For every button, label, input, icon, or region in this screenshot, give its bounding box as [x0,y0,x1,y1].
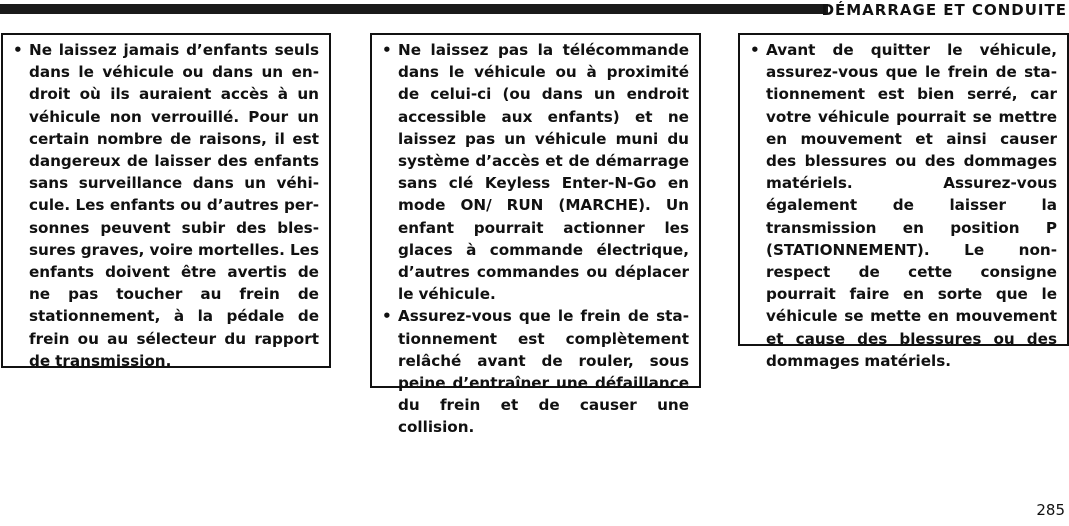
warning-list [750,39,1057,372]
warning-text: Avant de quitter le véhicule, assurez-vous que le frein de stationnement est bien serré, car votre véhicule pourrait se mettre en mouvement et ainsi causer des blessures ou des dommages matériels. Assurez-vous également de laisser la transmission en position P (STATIONNEMENT). Le non-respect de cette consigne pourrait faire en sorte que le véhicule se mette en mouvement et cause des blessures ou des dommages matériels. [766,41,1057,370]
warning-item [13,39,319,372]
warning-text: Ne laissez jamais d’enfants seuls dans le véhicule ou dans un endroit où ils auraient accès à un véhicule non verrouillé. Pour un certain nombre de raisons, il est dangereux de laisser des enfants sans surveillance dans un véhicule. Les enfants ou d’autres personnes peuvent subir des blessures graves, voire mortelles. Les enfants doivent être avertis de ne pas toucher au frein de stationnement, à la pédale de frein ou au sélecteur du rapport de transmission. [29,41,319,370]
warning-box-middle [370,33,701,437]
page-number: 285 [1036,501,1065,519]
warning-item [750,39,1057,372]
bullet-icon: • [382,41,392,59]
warning-text: Assurez-vous que le frein de stationnement est complètement relâché avant de rouler, sous peine d’entraîner une défaillance du frein et de causer une collision. [398,307,689,437]
warning-list [13,39,319,372]
warning-box-left [1,33,331,368]
bullet-icon: • [13,41,23,59]
warning-box-right [738,33,1069,370]
bullet-icon: • [750,41,760,59]
warning-list [382,39,689,439]
bullet-icon: • [382,307,392,326]
header-rule [0,4,828,14]
warning-item [382,305,689,438]
warning-item [382,39,689,305]
warning-text: Ne laissez pas la télécommande dans le véhicule ou à proximité de celui-ci (ou dans un endroit accessible aux enfants) et ne laissez pas un véhicule muni du système d’accès et de démarrage sans clé Keyless Enter-N-Go en mode ON/ RUN (MARCHE). Un enfant pourrait actionner les glaces à commande électrique, d’autres commandes ou déplacer le véhicule. [398,41,689,304]
section-title: DÉMARRAGE ET CONDUITE [821,1,1067,19]
